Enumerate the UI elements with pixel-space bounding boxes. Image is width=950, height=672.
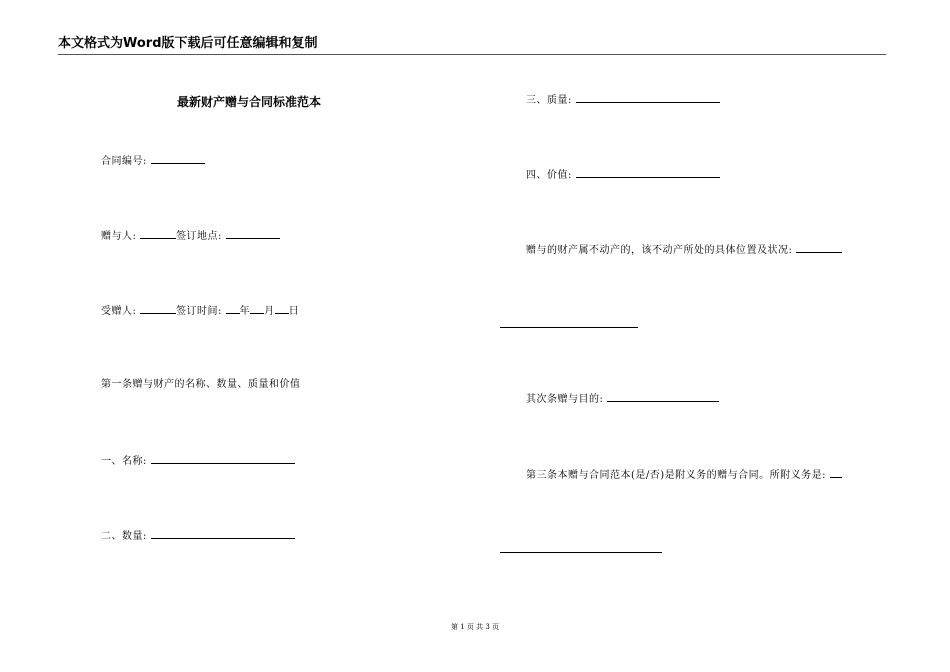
contract-number-line (101, 154, 205, 168)
item-quantity-label: 二、数量: (101, 531, 147, 542)
article-3-blank (830, 468, 842, 478)
donor-line (101, 229, 280, 243)
page-header (58, 36, 886, 55)
document-title: 最新财产赠与合同标准范本 (177, 95, 322, 109)
item-value-line (526, 168, 720, 182)
item-name-line (101, 454, 295, 468)
article-3-label: 第三条本赠与合同范本(是/否)是附义务的赠与合同。所附义务是: (526, 470, 827, 481)
contract-number-label: 合同编号: (101, 156, 147, 167)
article-2-blank (607, 392, 719, 402)
sign-time-label: 签订时间: (176, 306, 222, 317)
donor-blank (140, 229, 176, 239)
item-name-blank (151, 454, 295, 464)
article-3-line (526, 468, 842, 482)
year-blank (226, 304, 240, 314)
real-estate-line (526, 243, 842, 257)
article-2-label: 其次条赠与目的: (526, 394, 604, 405)
month-blank (250, 304, 264, 314)
real-estate-label: 赠与的财产属不动产的，该不动产所处的具体位置及状况: (526, 245, 793, 256)
sign-place-blank (226, 229, 280, 239)
item-quantity-line (101, 529, 295, 543)
item-quality-label: 三、质量: (526, 95, 572, 106)
item-quality-blank (576, 93, 720, 103)
page-number: 第 1 页 共 3 页 (450, 623, 500, 631)
donee-blank (140, 304, 176, 314)
item-value-label: 四、价值: (526, 170, 572, 181)
contract-number-blank (151, 154, 205, 164)
article-3-continuation-rule (500, 552, 662, 553)
donor-label: 赠与人: (101, 231, 137, 242)
header-text: 本文格式为Word版下载后可任意编辑和复制 (58, 36, 318, 51)
real-estate-continuation-rule (500, 327, 638, 328)
sign-place-label: 签订地点: (176, 231, 222, 242)
item-quality-line (526, 93, 720, 107)
month-label: 月 (264, 306, 275, 317)
item-name-label: 一、名称: (101, 456, 147, 467)
article-2-line (526, 392, 719, 406)
donee-label: 受赠人: (101, 306, 137, 317)
item-value-blank (576, 168, 720, 178)
donee-line (101, 304, 299, 318)
day-blank (275, 304, 289, 314)
day-label: 日 (288, 306, 300, 317)
real-estate-blank (796, 243, 842, 253)
year-label: 年 (239, 306, 251, 317)
article-1-heading: 第一条赠与财产的名称、数量、质量和价值 (101, 379, 301, 390)
item-quantity-blank (151, 529, 295, 539)
